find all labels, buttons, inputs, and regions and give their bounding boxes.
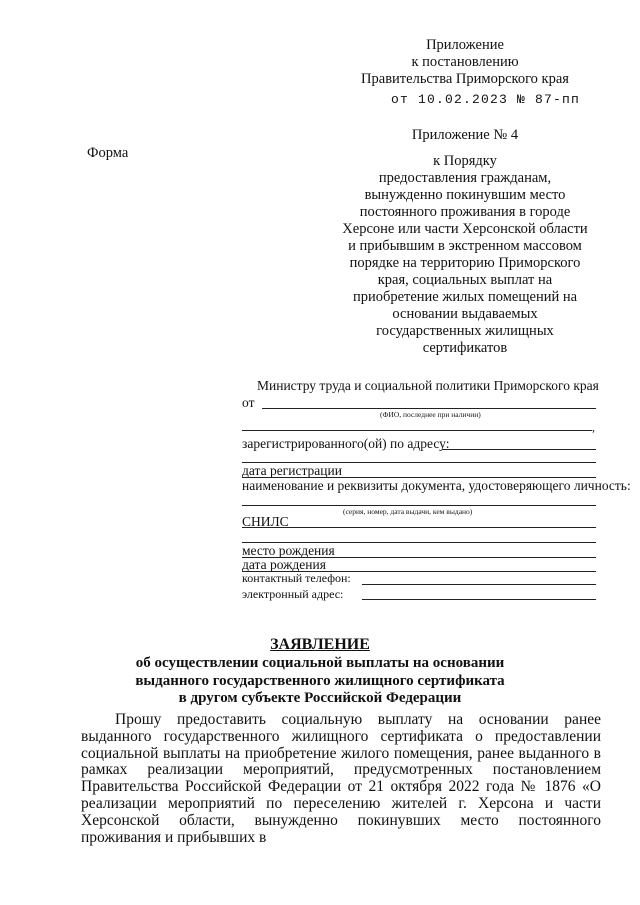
registration-date-label: дата регистрации: [242, 463, 342, 478]
from-label: от: [242, 395, 255, 410]
address-field-line[interactable]: [442, 449, 596, 450]
birthplace-label: место рождения: [242, 543, 335, 558]
id-document-label: наименование и реквизиты документа, удостоверяющего личность:: [242, 478, 631, 493]
appendix-line: порядке на территорию Приморского: [349, 255, 581, 271]
fio-hint: (ФИО, последнее при наличии): [380, 410, 481, 419]
subtitle-line: об осуществлении социальной выплаты на основании: [135, 655, 505, 671]
appendix-line: предоставления гражданам,: [378, 170, 552, 186]
appendix-line: края, социальных выплат на: [377, 272, 553, 288]
appendix-line: вынужденно покинувшим место: [364, 187, 566, 203]
appendix-title: Приложение № 4: [411, 127, 519, 143]
appendix-line: Херсоне или части Херсонской области: [342, 221, 588, 237]
id-document-field-line[interactable]: [242, 505, 596, 506]
appendix-line: и прибывшим в экстренном массовом: [348, 238, 582, 254]
addressee-minister: Министру труда и социальной политики Приморского края: [257, 378, 599, 393]
fio-field-line-2[interactable]: [242, 430, 592, 431]
header-decree-number: от 10.02.2023 № 87-пп: [391, 92, 581, 107]
header-line-1: Приложение: [426, 37, 504, 53]
form-label: Форма: [87, 145, 129, 161]
birthdate-label: дата рождения: [242, 557, 326, 572]
appendix-line: сертификатов: [422, 340, 508, 356]
phone-label: контактный телефон:: [242, 571, 351, 585]
header-line-3: Правительства Приморского края: [361, 71, 569, 87]
subtitle-line: в другом субъекте Российской Федерации: [178, 690, 462, 706]
comma-mark: ,: [592, 420, 595, 434]
email-field-line[interactable]: [362, 599, 596, 600]
application-subtitle: [0, 655, 640, 708]
fio-field-line[interactable]: [262, 408, 596, 409]
appendix-line: к Порядку: [433, 153, 497, 169]
header-line-2: к постановлению: [411, 54, 519, 70]
application-title: ЗАЯВЛЕНИЕ: [270, 636, 370, 653]
appendix-line: государственных жилищных: [376, 323, 554, 339]
snils-field-line[interactable]: [242, 527, 596, 528]
application-body-paragraph: Прошу предоставить социальную выплату на основании ранее выданного государственного жилищного сертификата о предоставлении социальной выплаты на приобретение жилого помещения, ранее выданного в рамках реализации мероприятий, предусмотренных постановлением Правительства Российской Федерации от 21 октября 2022 года № 1876 «О реализации мероприятий по переселению жителей г. Херсона и части Херсонской области, вынужденно покинувших место постоянного проживания и прибывших в: [81, 711, 601, 846]
email-label: электронный адрес:: [242, 587, 344, 601]
registered-address-label: зарегистрированного(ой) по адресу:: [242, 436, 450, 451]
phone-field-line[interactable]: [362, 584, 596, 585]
appendix-line: приобретение жилых помещений на: [352, 289, 578, 305]
id-document-hint: (серия, номер, дата выдачи, кем выдано): [343, 507, 473, 516]
appendix-order-text: [320, 153, 610, 357]
appendix-line: основании выдаваемых: [392, 306, 538, 322]
snils-label: СНИЛС: [242, 514, 289, 529]
appendix-line: постоянного проживания в городе: [359, 204, 571, 220]
subtitle-line: выданного государственного жилищного сертификата: [135, 672, 505, 689]
